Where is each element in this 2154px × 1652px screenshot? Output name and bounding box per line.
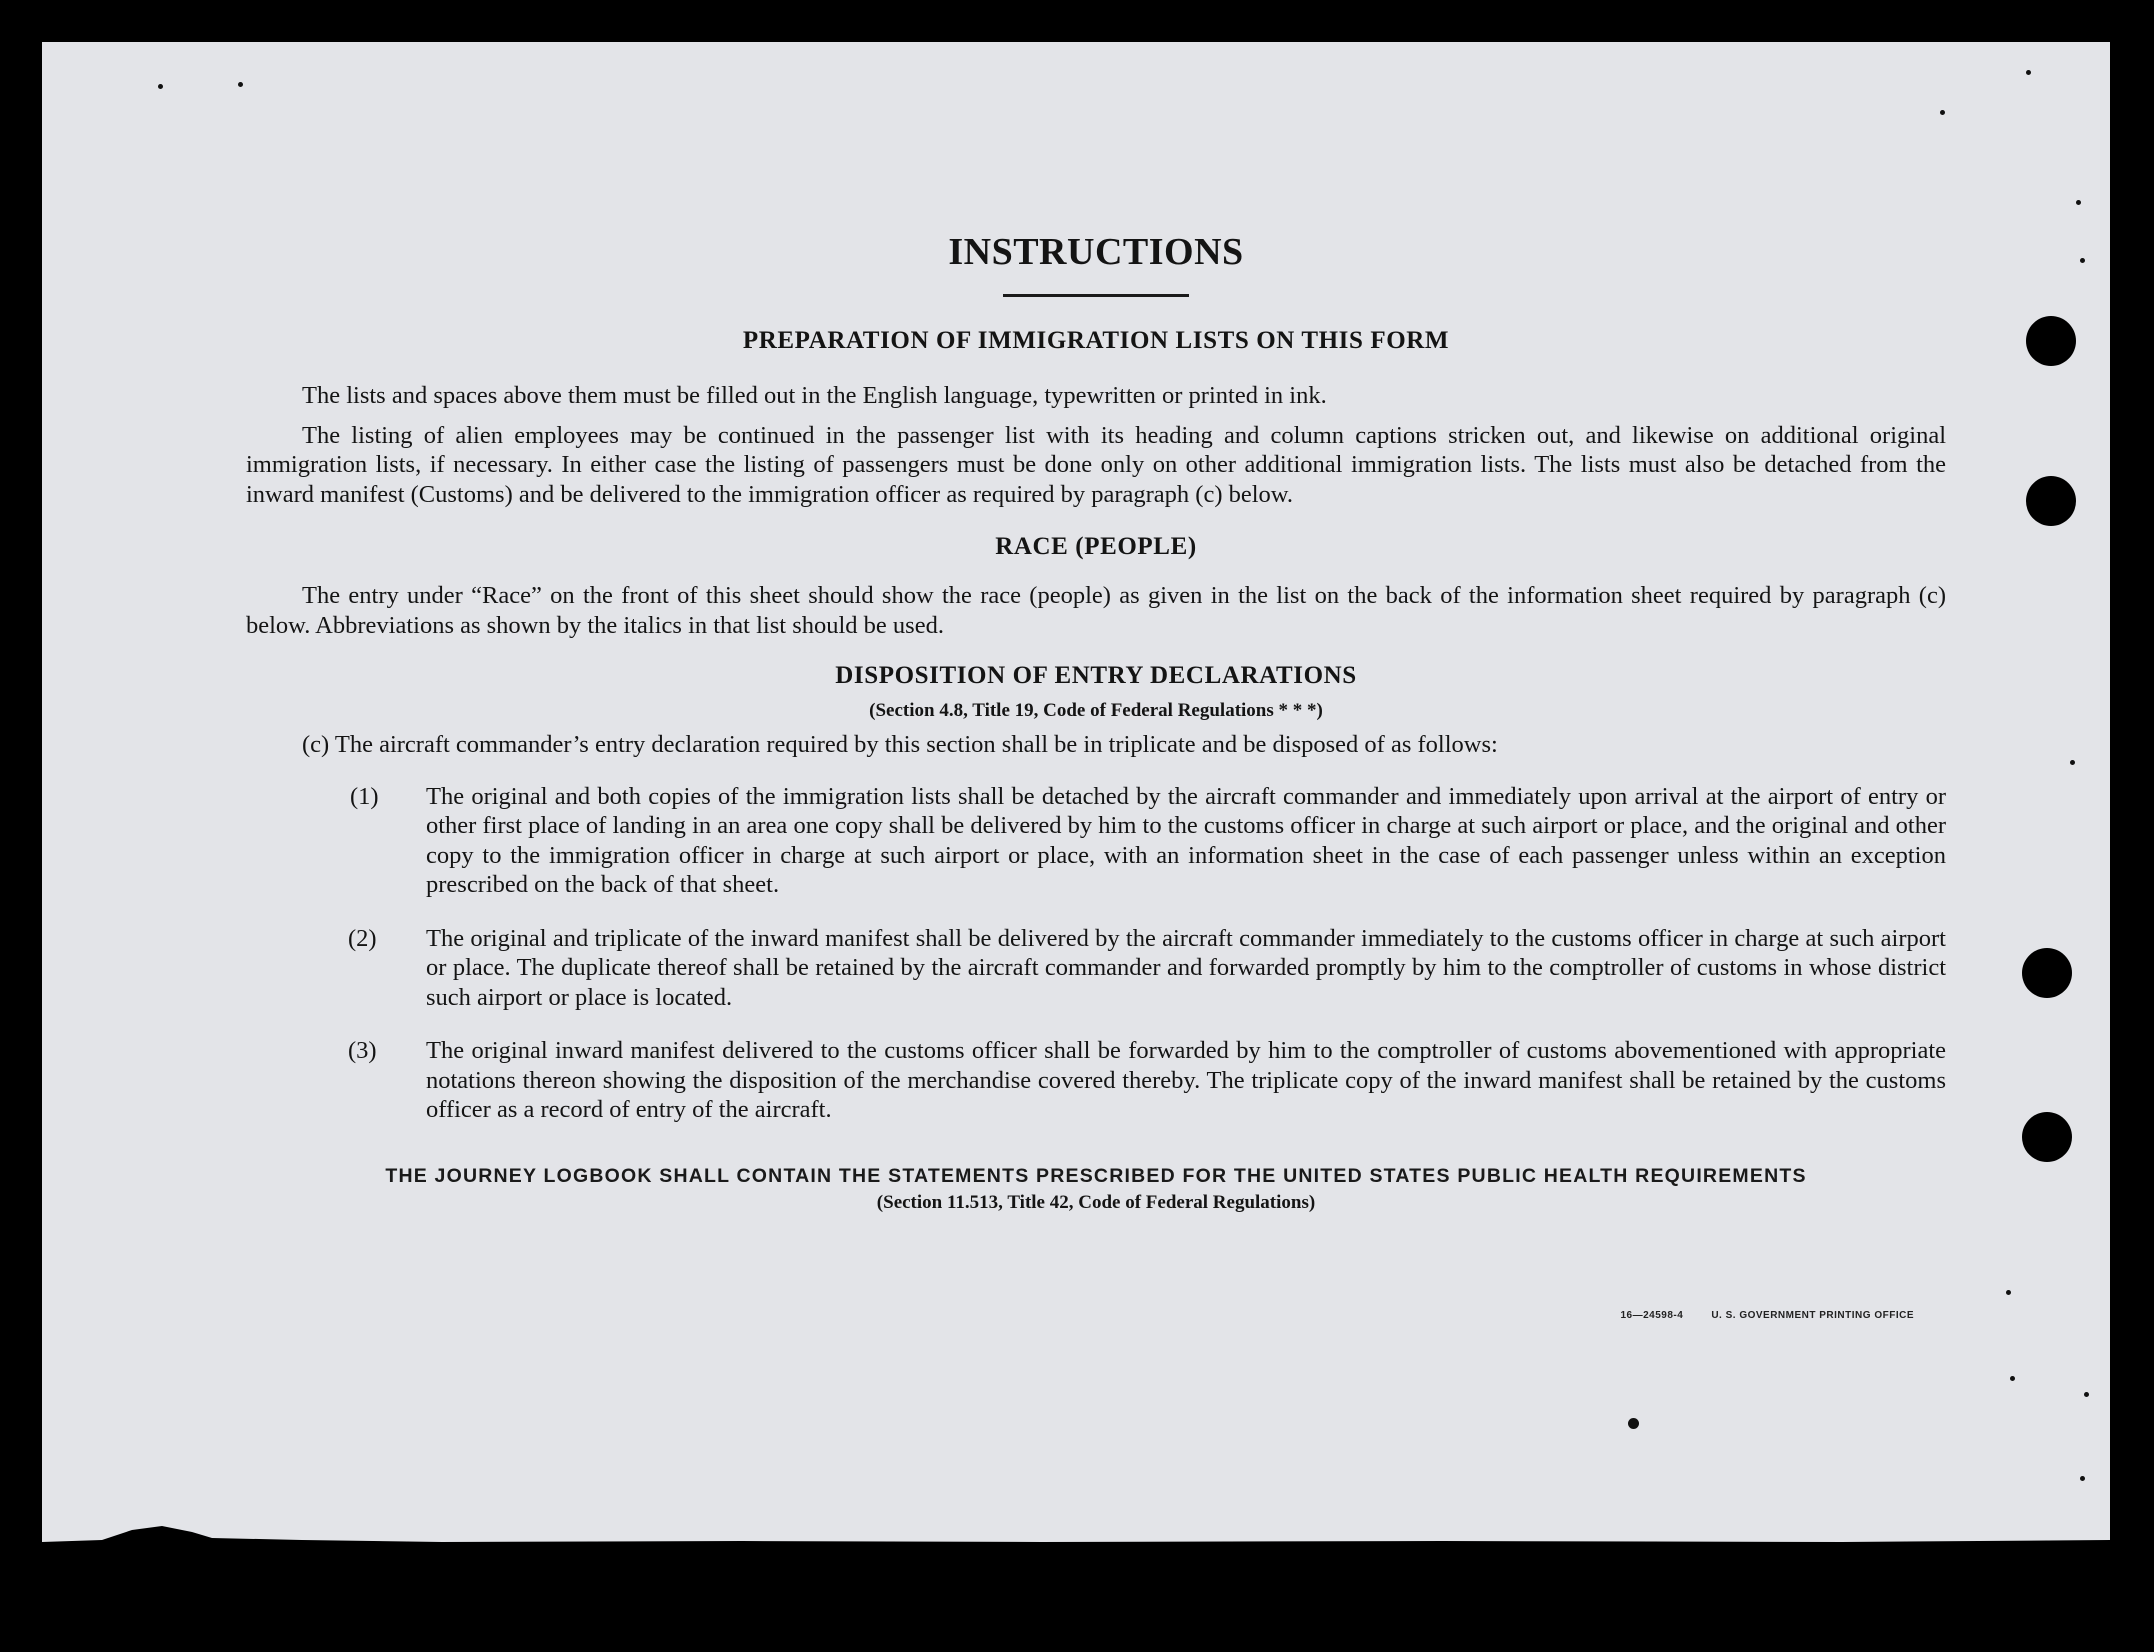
punch-hole bbox=[2026, 316, 2076, 366]
list-item-number: (1) bbox=[350, 782, 379, 810]
race-paragraph: The entry under “Race” on the front of this sheet should show the race (people) as given in the list on the back of the information sheet required by paragraph (c) below. Abbreviations as shown by the italics in that list should be used. bbox=[246, 582, 1946, 639]
list-item-text: The original inward manifest delivered to the customs officer shall be forwarded by him to the comptroller of customs abovementioned with appropriate notations thereon showing the disposition of the merchandise covered thereby. The triplicate copy of the inward manifest shall be retained by the customs officer as a record of entry of the aircraft. bbox=[426, 1037, 1946, 1123]
faint-bleed-through-number bbox=[176, 148, 183, 178]
dust-speck bbox=[158, 84, 163, 89]
preparation-paragraph-2: The listing of alien employees may be continued in the passenger list with its heading and column captions stricken out, and likewise on additional original immigration lists, if necessary. In either case the listing of passengers must be done only on other additional immigration lists. The lists must also be detached from the inward manifest (Customs) and be delivered to the immigration officer as required by paragraph (c) below. bbox=[246, 421, 1946, 508]
page-title: INSTRUCTIONS bbox=[948, 231, 1244, 273]
list-item-text: The original and triplicate of the inward manifest shall be delivered by the aircraft commander immediately to the customs officer in charge at such airport or place. The duplicate thereof shall be retained by the aircraft commander and forwarded promptly by him to the comptroller of customs in whose district such airport or place is located. bbox=[426, 924, 1946, 1011]
section-heading-disposition: DISPOSITION OF ENTRY DECLARATIONS bbox=[835, 662, 1357, 689]
dust-speck bbox=[2006, 1290, 2011, 1295]
health-requirements-citation: (Section 11.513, Title 42, Code of Federal Regulations) bbox=[876, 1191, 1316, 1213]
dust-speck bbox=[2076, 200, 2081, 205]
list-item bbox=[246, 924, 1946, 1013]
instructions-content bbox=[246, 230, 1946, 1214]
dust-speck bbox=[2010, 1376, 2015, 1381]
punch-hole bbox=[2022, 1112, 2072, 1162]
section-heading-race: RACE (PEOPLE) bbox=[995, 533, 1197, 560]
list-item bbox=[246, 1036, 1946, 1125]
dust-speck bbox=[1628, 1418, 1639, 1429]
dust-speck bbox=[2080, 258, 2085, 263]
section-heading-preparation: PREPARATION OF IMMIGRATION LISTS ON THIS FORM bbox=[742, 327, 1450, 354]
dust-speck bbox=[238, 82, 243, 87]
dust-speck bbox=[2070, 760, 2075, 765]
list-item-number: (3) bbox=[348, 1037, 377, 1064]
printing-office-name: U. S. GOVERNMENT PRINTING OFFICE bbox=[1711, 1310, 1914, 1321]
printing-office-imprint bbox=[1620, 1310, 1914, 1321]
punch-hole bbox=[2026, 476, 2076, 526]
preparation-paragraph-1: The lists and spaces above them must be filled out in the English language, typewritten or printed in ink. bbox=[302, 382, 1327, 409]
disposition-intro: (c) The aircraft commander’s entry declaration required by this section shall be in triplicate and be disposed of as follows: bbox=[302, 731, 1498, 758]
list-item bbox=[246, 782, 1946, 900]
title-underline bbox=[1003, 294, 1189, 297]
dust-speck bbox=[2084, 1392, 2089, 1397]
disposition-citation: (Section 4.8, Title 19, Code of Federal Regulations * * *) bbox=[869, 700, 1323, 721]
list-item-number: (2) bbox=[348, 924, 377, 952]
torn-bottom-edge bbox=[42, 1520, 2110, 1560]
dust-speck bbox=[1940, 110, 1945, 115]
health-requirements-heading: THE JOURNEY LOGBOOK SHALL CONTAIN THE STATEMENTS PRESCRIBED FOR THE UNITED STATES PUBLIC HEALTH REQUIREMENTS bbox=[385, 1164, 1807, 1187]
dust-speck bbox=[2026, 70, 2031, 75]
form-print-code: 16—24598-4 bbox=[1620, 1310, 1684, 1321]
dust-speck bbox=[2080, 1476, 2085, 1481]
list-item-text: The original and both copies of the immigration lists shall be detached by the aircraft commander and immediately upon arrival at the airport of entry or other first place of landing in an area one copy shall be delivered by him to the customs officer in charge at such airport or place, and the original and other copy to the immigration officer in charge at such airport or place, with an information sheet in the case of each passenger unless within an exception prescribed on the back of that sheet. bbox=[426, 782, 1946, 898]
punch-hole bbox=[2022, 948, 2072, 998]
